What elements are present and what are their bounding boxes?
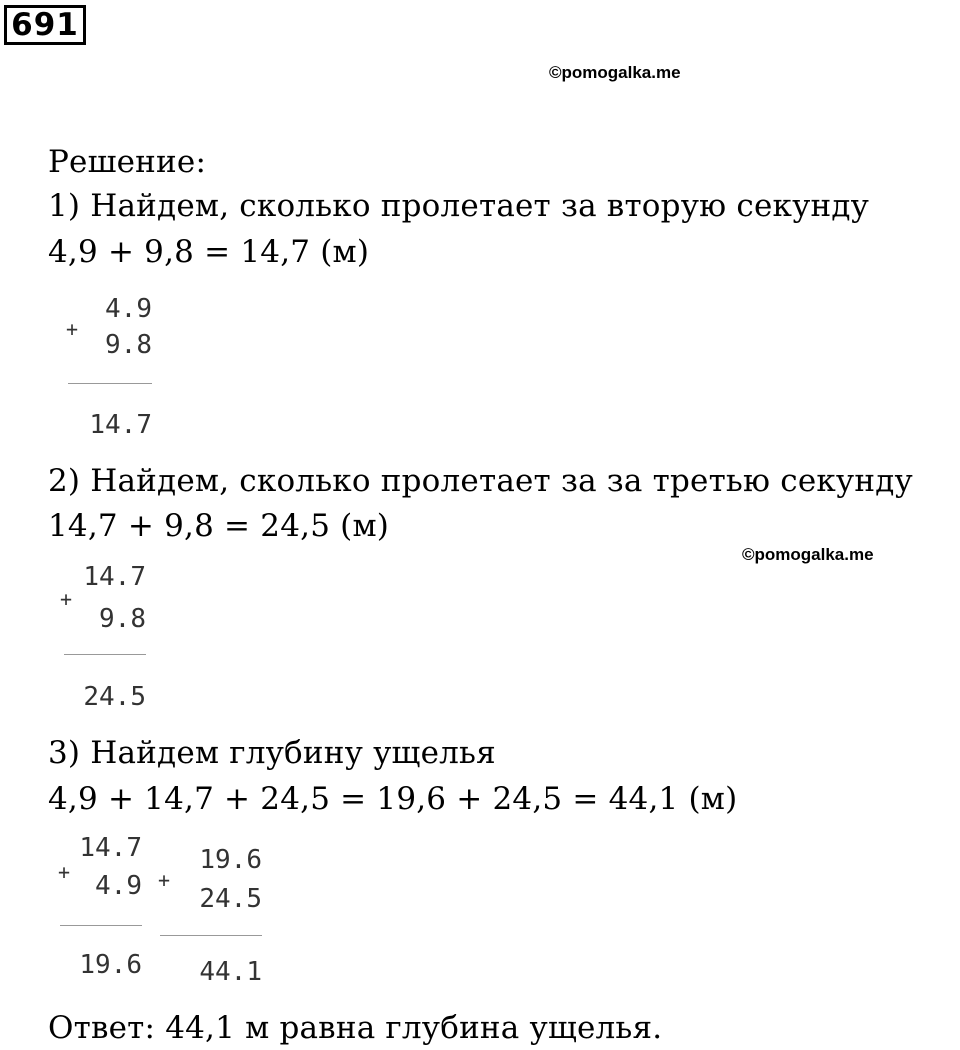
step3-column-addition-a xyxy=(56,834,142,984)
step2-equation: 14,7 + 9,8 = 24,5 (м) xyxy=(48,508,390,544)
solution-heading: Решение: xyxy=(48,144,207,180)
sum-line xyxy=(60,925,142,926)
operand-2: 24.5 xyxy=(199,884,262,914)
step1-equation: 4,9 + 9,8 = 14,7 (м) xyxy=(48,234,370,270)
watermark-middle: ©pomogalka.me xyxy=(742,545,874,564)
step2-column-addition xyxy=(58,563,146,713)
step3-equation: 4,9 + 14,7 + 24,5 = 19,6 + 24,5 = 44,1 (м) xyxy=(48,781,738,817)
operand-1: 19.6 xyxy=(199,845,262,875)
plus-sign: + xyxy=(60,587,73,611)
plus-sign: + xyxy=(158,868,171,892)
plus-sign: + xyxy=(58,860,71,884)
problem-number: 691 xyxy=(4,5,86,45)
answer-text: Ответ: 44,1 м равна глубина ущелья. xyxy=(48,1010,663,1046)
sum-result: 44.1 xyxy=(199,957,262,987)
sum-line xyxy=(68,383,152,384)
operand-1: 14.7 xyxy=(83,562,146,592)
sum-line xyxy=(64,654,146,655)
step2-text: 2) Найдем, сколько пролетает за за третью секунду xyxy=(48,463,913,499)
step3-column-addition-b xyxy=(156,846,262,996)
operand-1: 4.9 xyxy=(105,294,152,324)
sum-result: 14.7 xyxy=(89,410,152,440)
sum-result: 24.5 xyxy=(83,682,146,712)
step1-column-addition xyxy=(60,295,152,445)
sum-line xyxy=(160,935,262,936)
operand-2: 4.9 xyxy=(95,871,142,901)
operand-1: 14.7 xyxy=(79,833,142,863)
watermark-top: ©pomogalka.me xyxy=(549,63,681,82)
step1-text: 1) Найдем, сколько пролетает за вторую секунду xyxy=(48,188,870,224)
plus-sign: + xyxy=(66,317,79,341)
step3-text: 3) Найдем глубину ущелья xyxy=(48,735,496,771)
operand-2: 9.8 xyxy=(105,330,152,360)
sum-result: 19.6 xyxy=(79,950,142,980)
operand-2: 9.8 xyxy=(99,604,146,634)
